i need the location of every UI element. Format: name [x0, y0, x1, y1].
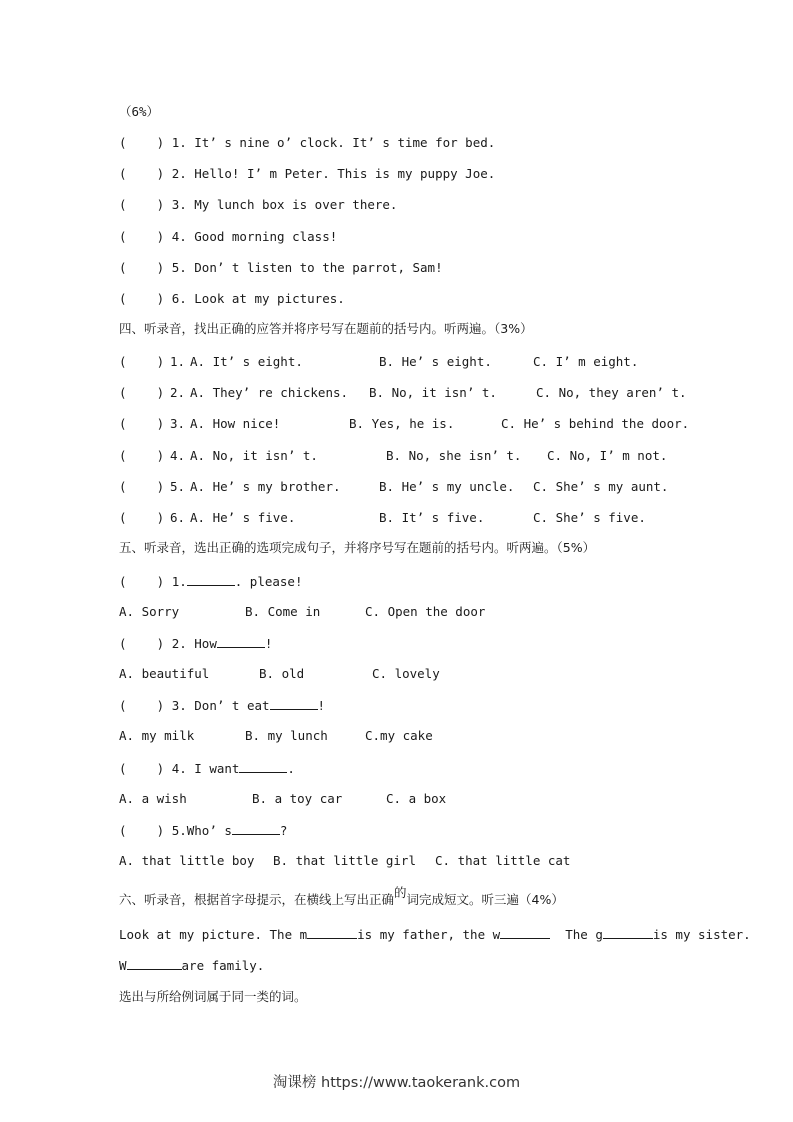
- option-a: A. a wish: [119, 791, 187, 806]
- option-b: B. that little girl: [273, 853, 416, 868]
- option-b: B. No, she isn’ t.: [386, 447, 522, 463]
- question-text: 3. My lunch box is over there.: [171, 197, 398, 213]
- option-c: C. lovely: [372, 666, 440, 681]
- question-text: 6. Look at my pictures.: [171, 291, 345, 306]
- option-b: B. No, it isn’ t.: [369, 385, 497, 401]
- option-b: B. Come in: [245, 604, 321, 619]
- answer-paren[interactable]: ( ): [119, 447, 165, 463]
- option-b: B. It’ s five.: [379, 510, 485, 525]
- answer-blank[interactable]: [239, 760, 287, 773]
- option-a: A. How nice!: [190, 416, 281, 432]
- option-a: A. that little boy: [119, 853, 255, 868]
- option-c: C. No, they aren’ t.: [536, 385, 687, 401]
- option-c: C. Open the door: [365, 604, 486, 619]
- option-c: C. a box: [386, 791, 447, 806]
- question-row: [119, 135, 495, 151]
- option-c: C. that little cat: [435, 853, 571, 868]
- option-c: C. No, I’ m not.: [547, 447, 668, 463]
- answer-paren[interactable]: ( ): [119, 385, 165, 401]
- question-row: [119, 760, 295, 777]
- answer-blank[interactable]: [127, 957, 182, 970]
- answer-blank[interactable]: [187, 573, 235, 586]
- question-text-post: ?: [279, 823, 288, 838]
- option-c: C.my cake: [365, 728, 433, 743]
- option-b: B. a toy car: [252, 791, 343, 806]
- answer-paren[interactable]: ( ): [119, 510, 165, 525]
- question-row: [119, 635, 272, 652]
- answer-blank[interactable]: [603, 926, 653, 939]
- question-number: 1.: [170, 354, 186, 369]
- answer-blank[interactable]: [232, 822, 280, 835]
- question-row: [119, 573, 302, 590]
- answer-blank[interactable]: [217, 635, 265, 648]
- option-c: C. She’ s my aunt.: [533, 478, 669, 494]
- question-text-post: . please!: [234, 574, 303, 589]
- option-a: A. It’ s eight.: [190, 354, 303, 369]
- answer-paren[interactable]: ( ): [119, 259, 165, 275]
- answer-paren[interactable]: ( ): [119, 135, 165, 150]
- question-row: [119, 197, 397, 213]
- section6-heading: 六、听录音，根据首字母提示，在横线上写出正确的词完成短文。听三遍（4%）: [119, 885, 564, 907]
- option-c: C. He’ s behind the door.: [501, 416, 690, 432]
- option-a: A. Sorry: [119, 604, 180, 619]
- question-row: [119, 260, 443, 276]
- answer-paren[interactable]: ( ): [119, 197, 165, 213]
- option-c: C. She’ s five.: [533, 510, 646, 525]
- question-text-post: .: [287, 761, 295, 776]
- question-text-post: !: [264, 636, 273, 651]
- question-row: [119, 229, 337, 245]
- answer-paren[interactable]: ( ): [119, 166, 165, 182]
- option-a: A. He’ s my brother.: [190, 478, 341, 494]
- question-text-pre: 5.Who’ s: [171, 823, 232, 838]
- section5-heading: 五、听录音，选出正确的选项完成句子，并将序号写在题前的括号内。听两遍。（5%）: [119, 540, 596, 555]
- section4-heading: 四、听录音，找出正确的应答并将序号写在题前的括号内。听两遍。（3%）: [119, 321, 533, 336]
- option-a: A. They’ re chickens.: [190, 385, 349, 401]
- question-text: 1. It’ s nine o’ clock. It’ s time for bed.: [171, 135, 496, 150]
- answer-paren[interactable]: ( ): [119, 698, 165, 713]
- answer-paren[interactable]: ( ): [119, 761, 165, 776]
- question-text-pre: 3. Don’ t eat: [171, 698, 270, 713]
- question-row: [119, 697, 325, 714]
- section-score: （6%）: [119, 104, 160, 119]
- option-a: A. my milk: [119, 728, 195, 743]
- option-b: B. He’ s eight.: [379, 354, 492, 369]
- option-a: A. beautiful: [119, 666, 210, 681]
- answer-paren[interactable]: ( ): [119, 636, 165, 651]
- answer-blank[interactable]: [270, 697, 318, 710]
- question-number: 4.: [170, 447, 186, 463]
- question-text-pre: 1.: [171, 574, 187, 589]
- question-row: [119, 166, 495, 182]
- question-text-post: !: [317, 698, 326, 713]
- page-footer-watermark: 淘课榜 https://www.taokerank.com: [272, 1075, 521, 1091]
- answer-paren[interactable]: ( ): [119, 478, 165, 494]
- question-text: 5. Don’ t listen to the parrot, Sam!: [171, 259, 443, 275]
- section6-line1: Look at my picture. The m is my father, the w The g is my sister.: [119, 927, 751, 942]
- option-b: B. my lunch: [245, 728, 328, 743]
- option-b: B. Yes, he is.: [349, 416, 455, 432]
- option-b: B. He’ s my uncle.: [379, 478, 515, 494]
- question-text: 4. Good morning class!: [171, 228, 338, 244]
- answer-paren[interactable]: ( ): [119, 291, 165, 306]
- answer-paren[interactable]: ( ): [119, 416, 165, 432]
- option-c: C. I’ m eight.: [533, 354, 639, 369]
- question-number: 5.: [170, 478, 186, 494]
- question-text-pre: 2. How: [171, 636, 217, 651]
- answer-paren[interactable]: ( ): [119, 228, 165, 244]
- section7-heading: 选出与所给例词属于同一类的词。: [119, 989, 307, 1004]
- section6-line2: W are family.: [119, 958, 265, 973]
- answer-paren[interactable]: ( ): [119, 354, 165, 369]
- option-b: B. old: [259, 666, 305, 681]
- question-text-pre: 4. I want: [171, 761, 240, 776]
- question-number: 6.: [170, 510, 186, 525]
- question-row: [119, 291, 345, 307]
- answer-paren[interactable]: ( ): [119, 574, 165, 589]
- question-number: 2.: [170, 385, 186, 401]
- question-row: [119, 822, 287, 839]
- question-text: 2. Hello! I’ m Peter. This is my puppy Joe.: [171, 166, 496, 182]
- answer-blank[interactable]: [500, 926, 550, 939]
- option-a: A. He’ s five.: [190, 510, 296, 525]
- option-a: A. No, it isn’ t.: [190, 447, 318, 463]
- answer-blank[interactable]: [307, 926, 357, 939]
- question-number: 3.: [170, 416, 186, 432]
- answer-paren[interactable]: ( ): [119, 823, 165, 838]
